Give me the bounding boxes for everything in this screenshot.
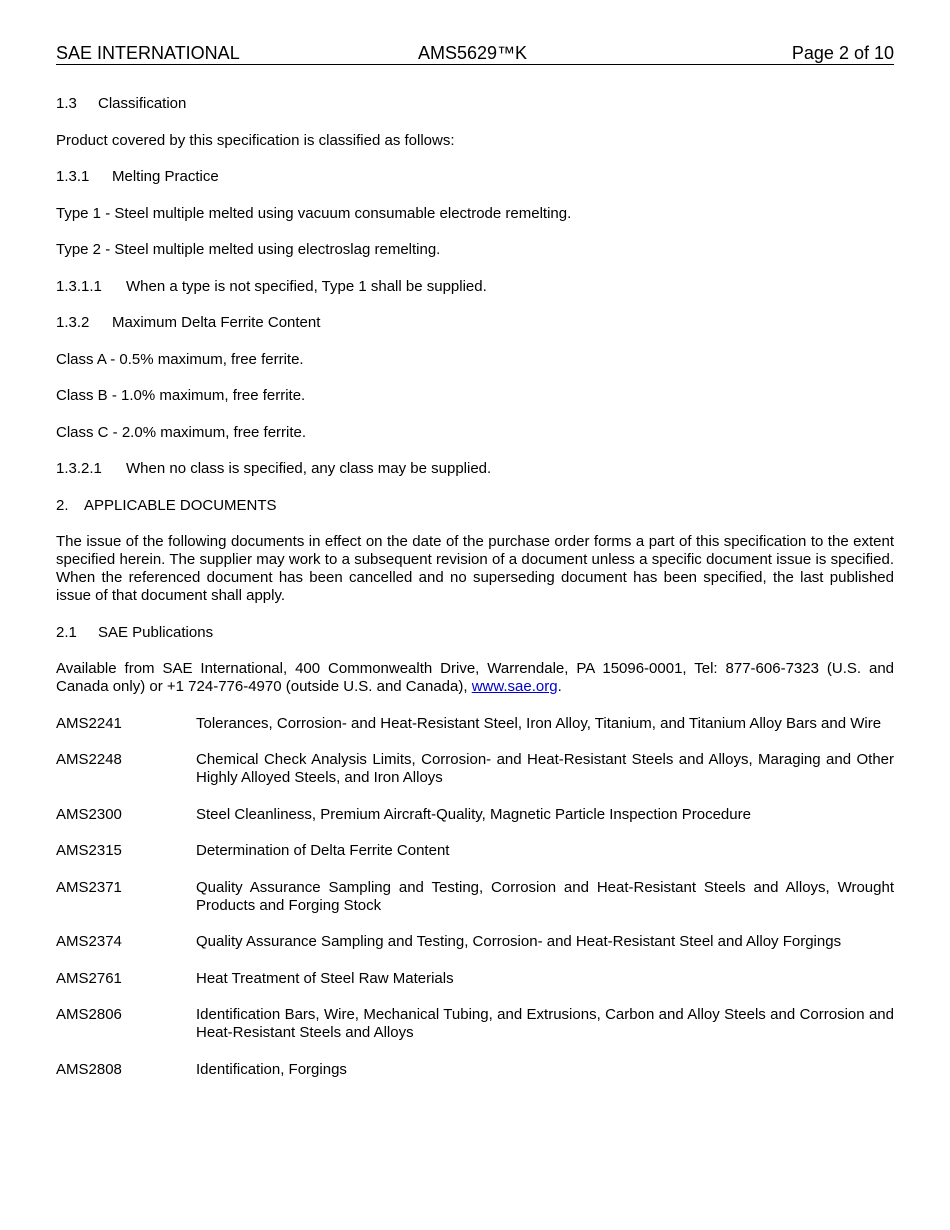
reference-item bbox=[56, 970, 894, 988]
section-title: APPLICABLE DOCUMENTS bbox=[84, 496, 277, 514]
paragraph: The issue of the following documents in effect on the date of the purchase order forms a part of this specification to the extent specified herein. The supplier may work to a subsequent revision of a document unless a specific document issue is specified. When the referenced document has been cancelled and no superseding document has been specified, the last published issue of that document shall apply. bbox=[56, 533, 894, 604]
section-title: Maximum Delta Ferrite Content bbox=[112, 314, 321, 331]
sae-website-link[interactable]: www.sae.org bbox=[471, 678, 558, 695]
paragraph: Product covered by this specification is classified as follows: bbox=[56, 131, 455, 149]
section-number: 1.3.1.1 bbox=[56, 277, 102, 295]
reference-title: Heat Treatment of Steel Raw Materials bbox=[196, 969, 454, 987]
section-heading-1-3-1-1 bbox=[56, 278, 894, 296]
reference-title: Identification, Forgings bbox=[196, 1060, 347, 1078]
reference-item bbox=[56, 715, 894, 733]
reference-code: AMS2371 bbox=[56, 878, 122, 896]
header-page-number: Page 2 of 10 bbox=[791, 43, 894, 63]
reference-item bbox=[56, 933, 894, 951]
reference-code: AMS2761 bbox=[56, 969, 122, 987]
reference-title: Steel Cleanliness, Premium Aircraft-Quality, Magnetic Particle Inspection Procedure bbox=[196, 805, 751, 823]
reference-code: AMS2806 bbox=[56, 1006, 122, 1023]
section-heading-1-3-2 bbox=[56, 314, 894, 332]
reference-title: Identification Bars, Wire, Mechanical Tubing, and Extrusions, Carbon and Alloy Steels and Corrosion and Heat-Resistant Steels and Alloys bbox=[196, 1006, 894, 1041]
section-title: When a type is not specified, Type 1 shall be supplied. bbox=[126, 277, 487, 295]
reference-title: Quality Assurance Sampling and Testing, Corrosion and Heat-Resistant Steels and Alloys, Wrought Products and Forging Stock bbox=[196, 878, 894, 914]
reference-item bbox=[56, 1006, 894, 1042]
reference-item bbox=[56, 879, 894, 915]
reference-list bbox=[56, 715, 894, 1079]
section-number: 1.3.1 bbox=[56, 168, 90, 185]
paragraph bbox=[56, 660, 894, 696]
reference-title: Quality Assurance Sampling and Testing, Corrosion- and Heat-Resistant Steel and Alloy Forgings bbox=[196, 933, 842, 950]
section-title: Classification bbox=[98, 95, 187, 112]
reference-code: AMS2315 bbox=[56, 842, 122, 859]
paragraph: Class B - 1.0% maximum, free ferrite. bbox=[56, 387, 306, 404]
section-number: 2. bbox=[56, 496, 69, 514]
reference-code: AMS2248 bbox=[56, 751, 122, 768]
section-number: 1.3 bbox=[56, 95, 77, 112]
reference-item bbox=[56, 806, 894, 824]
document-body bbox=[56, 95, 894, 1097]
reference-item bbox=[56, 842, 894, 860]
section-heading-1-3 bbox=[56, 95, 894, 113]
header-organization: SAE INTERNATIONAL bbox=[56, 43, 240, 63]
header-document-number: AMS5629™K bbox=[418, 43, 528, 63]
paragraph: Type 1 - Steel multiple melted using vacuum consumable electrode remelting. bbox=[56, 204, 572, 222]
paragraph: Type 2 - Steel multiple melted using electroslag remelting. bbox=[56, 241, 441, 258]
paragraph: Class A - 0.5% maximum, free ferrite. bbox=[56, 350, 304, 368]
paragraph-text: Available from SAE International, 400 Commonwealth Drive, Warrendale, PA 15096-0001, Tel: 877-606-7323 (U.S. and Canada only) or +1 724-776-4970 (outside U.S. and Canada), bbox=[56, 660, 894, 695]
section-number: 1.3.2 bbox=[56, 314, 90, 331]
reference-title: Tolerances, Corrosion- and Heat-Resistant Steel, Iron Alloy, Titanium, and Titanium Alloy Bars and Wire bbox=[196, 714, 882, 732]
paragraph: Class C - 2.0% maximum, free ferrite. bbox=[56, 423, 307, 441]
reference-item bbox=[56, 751, 894, 787]
reference-code: AMS2808 bbox=[56, 1060, 122, 1078]
section-title: Melting Practice bbox=[112, 168, 219, 185]
section-heading-1-3-2-1 bbox=[56, 460, 894, 478]
section-number: 2.1 bbox=[56, 623, 77, 641]
section-heading-2-1 bbox=[56, 624, 894, 642]
section-title: SAE Publications bbox=[98, 623, 214, 641]
reference-title: Chemical Check Analysis Limits, Corrosion- and Heat-Resistant Steels and Alloys, Maraging and Other Highly Alloyed Steels, and Iron Alloys bbox=[196, 751, 894, 786]
section-heading-1-3-1 bbox=[56, 168, 894, 186]
page-header bbox=[56, 43, 894, 65]
reference-title: Determination of Delta Ferrite Content bbox=[196, 842, 450, 859]
reference-code: AMS2241 bbox=[56, 714, 122, 732]
reference-code: AMS2300 bbox=[56, 805, 122, 823]
section-title: When no class is specified, any class may be supplied. bbox=[126, 460, 492, 477]
section-number: 1.3.2.1 bbox=[56, 460, 102, 477]
reference-code: AMS2374 bbox=[56, 933, 122, 950]
reference-item bbox=[56, 1061, 894, 1079]
section-heading-2 bbox=[56, 497, 894, 515]
paragraph-end: . bbox=[557, 678, 562, 695]
